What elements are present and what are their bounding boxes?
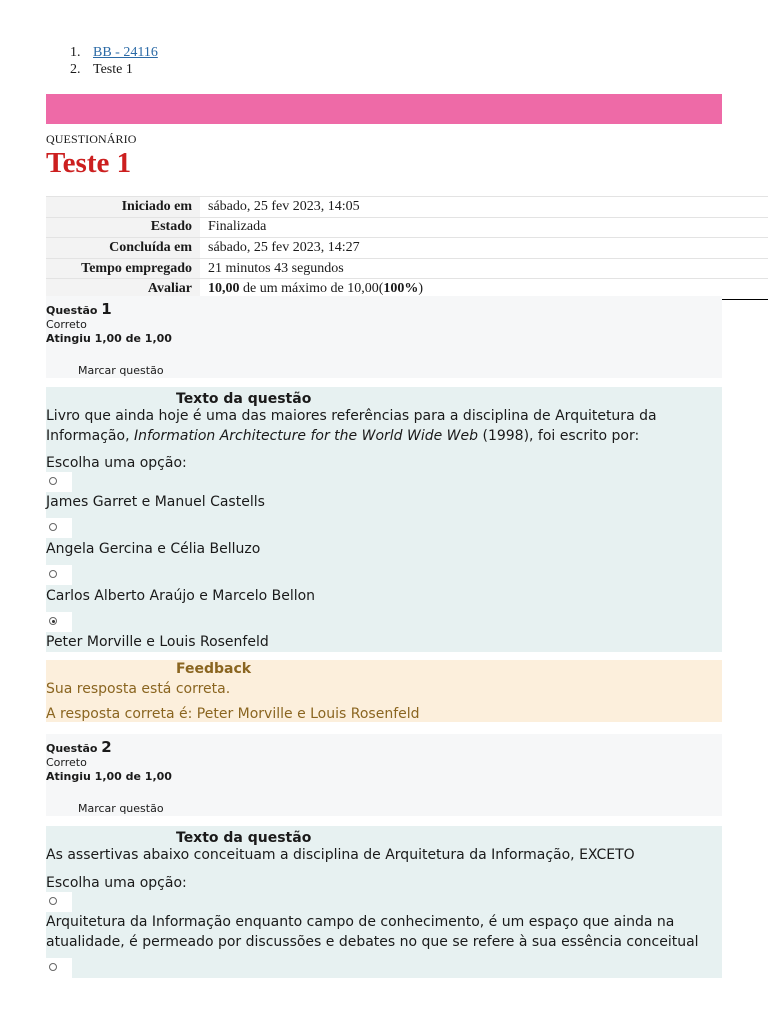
question-body-2 [46,826,722,978]
radio-icon [49,523,57,531]
grade-close: ) [418,281,424,297]
summary-row-state [46,217,768,238]
radio-icon [49,897,57,905]
breadcrumb [70,44,158,78]
radio-icon [49,477,57,485]
option-label-2[interactable]: Angela Gercina e Célia Belluzo [46,541,261,557]
summary-value: sábado, 25 fev 2023, 14:27 [200,238,768,259]
option-label-1[interactable]: Arquitetura da Informação enquanto campo de conhecimento, é um espaço que ainda na atualidade, é permeado por discussões e debates no que se refere à sua essência conceitual [46,914,699,950]
question-text-part: Livro que ainda hoje é uma das maiores referências para a disciplina de Arquitetura da Informação, [46,408,657,444]
quiz-kicker: QUESTIONÁRIO [46,132,137,146]
summary-value: sábado, 25 fev 2023, 14:05 [200,197,768,218]
summary-row-time [46,258,768,279]
summary-row-completed [46,238,768,259]
option-label-1[interactable]: James Garret e Manuel Castells [46,494,265,510]
breadcrumb-current: Teste 1 [93,62,133,77]
summary-key: Estado [46,217,200,238]
question-info-2 [46,734,722,816]
radio-icon [49,570,57,578]
question-number-value: 1 [101,300,112,318]
grade-max: de um máximo de 10,00( [239,281,384,297]
option-radio-3[interactable] [46,565,72,585]
page-title: Teste 1 [46,147,132,179]
feedback-heading: Feedback [176,661,252,677]
flag-question-link[interactable]: Marcar questão [78,364,164,377]
option-radio-4[interactable] [46,612,72,632]
summary-value: 21 minutos 43 segundos [200,258,768,279]
grade-score: 10,00 [208,281,240,297]
summary-row-started [46,197,768,218]
radio-icon [49,963,57,971]
summary-key: Iniciado em [46,197,200,218]
question-text-heading: Texto da questão [176,391,312,407]
option-label-3[interactable]: Carlos Alberto Araújo e Marcelo Bellon [46,588,316,604]
header-bar [46,94,722,124]
question-text-heading: Texto da questão [176,830,312,846]
question-text-part: (1998), foi escrito por: [478,428,640,444]
question-number [46,738,112,756]
choose-option-prompt: Escolha uma opção: [46,455,187,471]
breadcrumb-number: 1. [70,45,81,60]
question-number-value: 2 [101,738,112,756]
question-number [46,300,112,318]
summary-key: Concluída em [46,238,200,259]
question-label: Questão [46,742,98,755]
choose-option-prompt: Escolha uma opção: [46,875,187,891]
summary-key: Tempo empregado [46,258,200,279]
feedback-box [46,660,722,722]
question-body-1 [46,387,722,652]
question-state: Correto [46,756,87,769]
option-radio-1[interactable] [46,892,72,912]
breadcrumb-number: 2. [70,62,81,77]
attempt-summary-table [46,196,768,300]
question-grade: Atingiu 1,00 de 1,00 [46,332,172,345]
radio-checked-icon [49,617,57,625]
question-grade: Atingiu 1,00 de 1,00 [46,770,172,783]
question-info-1 [46,296,722,378]
feedback-result: Sua resposta está correta. [46,681,231,697]
option-label-4[interactable]: Peter Morville e Louis Rosenfeld [46,634,269,650]
breadcrumb-link-course[interactable]: BB - 24116 [93,45,158,60]
summary-value: Finalizada [200,217,768,238]
option-radio-2[interactable] [46,518,72,538]
breadcrumb-item-quiz [70,61,158,78]
question-text [46,406,722,446]
feedback-correct-answer: A resposta correta é: Peter Morville e Louis Rosenfeld [46,706,420,722]
summary-key: Avaliar [46,279,200,300]
question-label: Questão [46,304,98,317]
question-state: Correto [46,318,87,331]
book-title: Information Architecture for the World Wide Web [133,428,479,444]
question-text: As assertivas abaixo conceituam a disciplina de Arquitetura da Informação, EXCETO [46,847,635,863]
grade-percent: 100% [383,281,419,297]
flag-question-link[interactable]: Marcar questão [78,802,164,815]
option-radio-1[interactable] [46,472,72,492]
option-radio-2[interactable] [46,958,72,978]
breadcrumb-item-course[interactable] [70,44,158,61]
